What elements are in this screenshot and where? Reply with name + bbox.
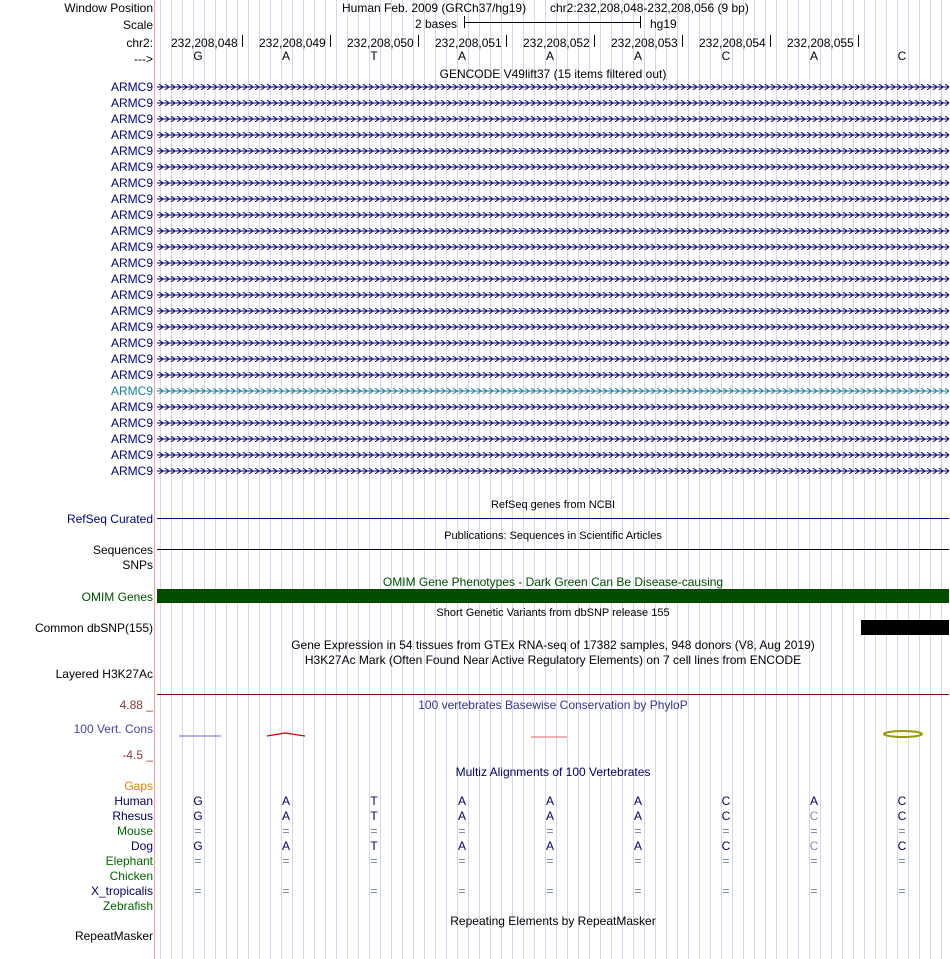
grid-line (655, 0, 656, 959)
grid-line (666, 0, 667, 959)
gencode-transcript-line[interactable] (157, 132, 949, 138)
gencode-item-label[interactable]: ARMC9 (110, 416, 153, 430)
multiz-base: A (633, 809, 642, 823)
multiz-base: C (721, 809, 731, 823)
multiz-base: = (370, 884, 378, 898)
multiz-base: C (897, 809, 907, 823)
pubs-track-title[interactable]: Publications: Sequences in Scientific Articles (444, 530, 662, 542)
strand-label: ---> (134, 52, 153, 66)
ruler-position-label: 232,208,053 (611, 36, 678, 50)
base-letter: A (633, 49, 642, 63)
gencode-item-label[interactable]: ARMC9 (110, 304, 153, 318)
ruler-position-label: 232,208,054 (699, 36, 766, 50)
ruler-position-label: 232,208,055 (787, 36, 854, 50)
phylop-mark-2 (267, 733, 305, 736)
grid-line (743, 0, 744, 959)
ruler-tick (330, 35, 331, 47)
gencode-item-label[interactable]: ARMC9 (110, 224, 153, 238)
multiz-base: = (370, 854, 378, 868)
gencode-item-label[interactable]: ARMC9 (110, 240, 153, 254)
gencode-transcript-line[interactable] (157, 100, 949, 106)
ruler-tick (594, 35, 595, 47)
multiz-base: = (898, 824, 906, 838)
multiz-base: A (545, 809, 554, 823)
grid-line (160, 0, 161, 959)
base-letter: C (721, 49, 731, 63)
grid-line (347, 0, 348, 959)
multiz-base: = (282, 884, 290, 898)
gencode-transcript-line[interactable] (157, 228, 949, 234)
grid-line (303, 0, 304, 959)
multiz-base: A (545, 794, 554, 808)
grid-line (402, 0, 403, 959)
phylop-min-label: -4.5 _ (122, 748, 153, 762)
multiz-base: T (370, 794, 378, 808)
grid-line (578, 0, 579, 959)
grid-line (589, 0, 590, 959)
gencode-transcript-line[interactable] (157, 308, 949, 314)
grid-line (754, 0, 755, 959)
multiz-base: = (370, 824, 378, 838)
ruler-tick (418, 35, 419, 47)
multiz-species-label[interactable]: Human (114, 794, 153, 808)
grid-line (919, 0, 920, 959)
omim-track-title[interactable]: OMIM Gene Phenotypes - Dark Green Can Be Disease-causing (382, 575, 724, 589)
grid-line (930, 0, 931, 959)
grid-line (600, 0, 601, 959)
dbsnp-variant-bar[interactable] (861, 620, 949, 635)
multiz-track-title[interactable]: Multiz Alignments of 100 Vertebrates (455, 765, 651, 779)
ruler-position-label: 232,208,051 (435, 36, 502, 50)
ruler-tick (858, 35, 859, 47)
gencode-item-label[interactable]: ARMC9 (110, 160, 153, 174)
multiz-base: A (281, 839, 290, 853)
multiz-base: C (809, 809, 819, 823)
grid-line (226, 0, 227, 959)
grid-line (567, 0, 568, 959)
multiz-base: = (546, 854, 554, 868)
multiz-base: A (457, 839, 466, 853)
gencode-item-label[interactable]: ARMC9 (110, 448, 153, 462)
multiz-base: A (281, 809, 290, 823)
grid-line (479, 0, 480, 959)
scale-bar-right-tick (640, 16, 641, 28)
base-letter: A (281, 49, 290, 63)
gencode-transcript-line[interactable] (157, 420, 949, 426)
multiz-base: A (457, 809, 466, 823)
h3k27ac-baseline (157, 694, 949, 695)
multiz-base: A (633, 839, 642, 853)
grid-line (853, 0, 854, 959)
multiz-base: = (458, 824, 466, 838)
scale-text: 2 bases (415, 17, 458, 31)
gencode-item-label[interactable]: ARMC9 (110, 288, 153, 302)
label-separator-line (154, 0, 155, 959)
multiz-base: = (634, 824, 642, 838)
gencode-item-label[interactable]: ARMC9 (110, 192, 153, 206)
grid-line (864, 0, 865, 959)
multiz-base: A (545, 839, 554, 853)
refseq-track-label[interactable]: RefSeq Curated (66, 512, 153, 526)
gencode-transcript-line[interactable] (157, 372, 949, 378)
grid-line (182, 0, 183, 959)
multiz-base: = (722, 854, 730, 868)
multiz-base: = (546, 884, 554, 898)
grid-line (270, 0, 271, 959)
multiz-species-label[interactable]: X_tropicalis (90, 884, 153, 898)
gencode-transcript-line[interactable] (157, 388, 949, 394)
multiz-base: C (897, 794, 907, 808)
phylop-max-label: 4.88 _ (119, 698, 153, 712)
gencode-transcript-line[interactable] (157, 212, 949, 218)
grid-line (534, 0, 535, 959)
grid-line (798, 0, 799, 959)
base-letter: T (370, 49, 378, 63)
grid-line (490, 0, 491, 959)
grid-line (941, 0, 942, 959)
ruler-tick (242, 35, 243, 47)
multiz-base: = (458, 884, 466, 898)
omim-gene-bar[interactable] (157, 589, 949, 603)
grid-line (688, 0, 689, 959)
assembly-text: Human Feb. 2009 (GRCh37/hg19) (342, 1, 527, 15)
phylop-track-label[interactable]: 100 Vert. Cons (73, 722, 153, 736)
scale-bar (464, 22, 640, 23)
multiz-base: = (194, 824, 202, 838)
ruler-position-label: 232,208,048 (171, 36, 238, 50)
gencode-transcript-line[interactable] (157, 180, 949, 186)
gencode-transcript-line[interactable] (157, 404, 949, 410)
multiz-base: G (193, 809, 203, 823)
grid-line (259, 0, 260, 959)
multiz-base: = (810, 884, 818, 898)
multiz-base: A (809, 794, 818, 808)
grid-line (886, 0, 887, 959)
multiz-species-label[interactable]: Chicken (109, 869, 153, 883)
pubs-track-label[interactable]: Sequences (92, 543, 153, 557)
window-position-label: Window Position (64, 1, 153, 15)
grid-line (215, 0, 216, 959)
omim-track-label[interactable]: OMIM Genes (81, 590, 153, 604)
grid-line (875, 0, 876, 959)
multiz-base: C (721, 839, 731, 853)
grid-line (710, 0, 711, 959)
gencode-transcript-line[interactable] (157, 452, 949, 458)
gencode-transcript-line[interactable] (157, 324, 949, 330)
multiz-species-label[interactable]: Rhesus (112, 809, 153, 823)
phylop-mark-4 (884, 731, 922, 737)
refseq-track-title[interactable]: RefSeq genes from NCBI (490, 499, 616, 511)
multiz-base: = (634, 854, 642, 868)
gencode-item-label[interactable]: ARMC9 (110, 320, 153, 334)
multiz-species-label[interactable]: Dog (130, 839, 153, 853)
multiz-species-label[interactable]: Elephant (105, 854, 153, 868)
base-letter: A (457, 49, 466, 63)
multiz-base: = (810, 824, 818, 838)
ruler-tick (506, 35, 507, 47)
multiz-base: = (722, 824, 730, 838)
grid-line (677, 0, 678, 959)
gencode-item-label[interactable]: ARMC9 (110, 80, 153, 94)
h3k27ac-track-label[interactable]: Layered H3K27Ac (55, 667, 153, 681)
ruler-tick (770, 35, 771, 47)
gencode-transcript-line[interactable] (157, 340, 949, 346)
h3k27ac-track-title[interactable]: H3K27Ac Mark (Often Found Near Active Regulatory Elements) on 7 cell lines from ENCODE (304, 653, 802, 667)
grid-line (325, 0, 326, 959)
scale-label: Scale (122, 18, 153, 32)
multiz-base: = (282, 854, 290, 868)
grid-line (358, 0, 359, 959)
gencode-item-label[interactable]: ARMC9 (110, 272, 153, 286)
multiz-base: C (897, 839, 907, 853)
gencode-transcript-line[interactable] (157, 356, 949, 362)
grid-line (611, 0, 612, 959)
grid-line (248, 0, 249, 959)
gencode-transcript-line[interactable] (157, 84, 949, 90)
multiz-base: C (721, 794, 731, 808)
db-text: hg19 (650, 17, 677, 31)
gencode-item-label[interactable]: ARMC9 (110, 128, 153, 142)
grid-line (336, 0, 337, 959)
multiz-species-label[interactable]: Mouse (116, 824, 153, 838)
grid-line (776, 0, 777, 959)
grid-line (765, 0, 766, 959)
grid-line (512, 0, 513, 959)
grid-line (699, 0, 700, 959)
grid-line (391, 0, 392, 959)
base-letter: A (545, 49, 554, 63)
grid-line (501, 0, 502, 959)
grid-line (314, 0, 315, 959)
dbsnp-track-label[interactable]: Common dbSNP(155) (34, 621, 153, 635)
multiz-base: T (370, 839, 378, 853)
gencode-transcript-line[interactable] (157, 116, 949, 122)
multiz-base: = (634, 884, 642, 898)
gencode-transcript-line[interactable] (157, 196, 949, 202)
base-letter: G (193, 49, 203, 63)
gencode-item-label[interactable]: ARMC9 (110, 432, 153, 446)
gencode-transcript-line[interactable] (157, 468, 949, 474)
phylop-signal[interactable] (157, 726, 949, 746)
repeatmasker-track-label[interactable]: RepeatMasker (74, 929, 153, 943)
grid-line (237, 0, 238, 959)
multiz-base: = (194, 854, 202, 868)
multiz-base: = (458, 854, 466, 868)
multiz-base: A (633, 794, 642, 808)
gencode-item-label[interactable]: ARMC9 (110, 144, 153, 158)
grid-line (842, 0, 843, 959)
gencode-item-label[interactable]: ARMC9 (110, 112, 153, 126)
gencode-item-label[interactable]: ARMC9 (110, 368, 153, 382)
grid-line (622, 0, 623, 959)
gencode-item-label[interactable]: ARMC9 (110, 208, 153, 222)
multiz-base: = (282, 824, 290, 838)
ruler-position-label: 232,208,052 (523, 36, 590, 50)
multiz-base: A (281, 794, 290, 808)
grid-line (413, 0, 414, 959)
grid-line (446, 0, 447, 959)
gencode-item-label[interactable]: ARMC9 (110, 352, 153, 366)
gencode-item-label[interactable]: ARMC9 (110, 256, 153, 270)
chr-label: chr2: (126, 36, 153, 50)
phylop-track-title[interactable]: 100 vertebrates Basewise Conservation by PhyloP (418, 698, 688, 712)
grid-line (171, 0, 172, 959)
multiz-base: = (810, 854, 818, 868)
gaps-label[interactable]: Gaps (124, 779, 153, 793)
grid-line (523, 0, 524, 959)
multiz-base: C (809, 839, 819, 853)
gencode-transcript-line[interactable] (157, 436, 949, 442)
gencode-transcript-line[interactable] (157, 260, 949, 266)
gencode-track-title[interactable]: GENCODE V49lift37 (15 items filtered out) (439, 67, 667, 81)
multiz-base: = (546, 824, 554, 838)
ruler-tick (682, 35, 683, 47)
gencode-transcript-line[interactable] (157, 292, 949, 298)
multiz-base: A (457, 794, 466, 808)
refseq-gene-line[interactable] (157, 518, 949, 519)
dbsnp-track-title[interactable]: Short Genetic Variants from dbSNP release 155 (436, 607, 670, 619)
repeatmasker-track-title[interactable]: Repeating Elements by RepeatMasker (450, 914, 656, 928)
base-letter: A (809, 49, 818, 63)
gencode-transcript-line[interactable] (157, 164, 949, 170)
multiz-base: = (722, 884, 730, 898)
ruler-position-label: 232,208,049 (259, 36, 326, 50)
gencode-transcript-line[interactable] (157, 276, 949, 282)
pubs-sequence-line[interactable] (157, 549, 949, 550)
base-letter: C (897, 49, 907, 63)
multiz-base: = (194, 884, 202, 898)
gencode-item-label[interactable]: ARMC9 (110, 176, 153, 190)
snps-label[interactable]: SNPs (122, 558, 153, 572)
grid-line (831, 0, 832, 959)
multiz-species-label[interactable]: Zebrafish (102, 899, 153, 913)
multiz-base: G (193, 839, 203, 853)
gencode-item-label[interactable]: ARMC9 (110, 400, 153, 414)
gtex-track-title[interactable]: Gene Expression in 54 tissues from GTEx RNA-seq of 17382 samples, 948 donors (V8, Aug 2019) (291, 638, 815, 652)
multiz-base: T (370, 809, 378, 823)
gencode-transcript-line[interactable] (157, 244, 949, 250)
gencode-item-label[interactable]: ARMC9 (110, 336, 153, 350)
multiz-base: G (193, 794, 203, 808)
grid-line (435, 0, 436, 959)
multiz-base: = (898, 854, 906, 868)
position-text: chr2:232,208,048-232,208,056 (9 bp) (550, 1, 749, 15)
gencode-item-label[interactable]: ARMC9 (110, 96, 153, 110)
gencode-item-label[interactable]: ARMC9 (110, 464, 153, 478)
grid-line (787, 0, 788, 959)
multiz-base: = (898, 884, 906, 898)
ruler-position-label: 232,208,050 (347, 36, 414, 50)
gencode-item-label[interactable]: ARMC9 (110, 384, 153, 398)
grid-line (424, 0, 425, 959)
gencode-transcript-line[interactable] (157, 148, 949, 154)
